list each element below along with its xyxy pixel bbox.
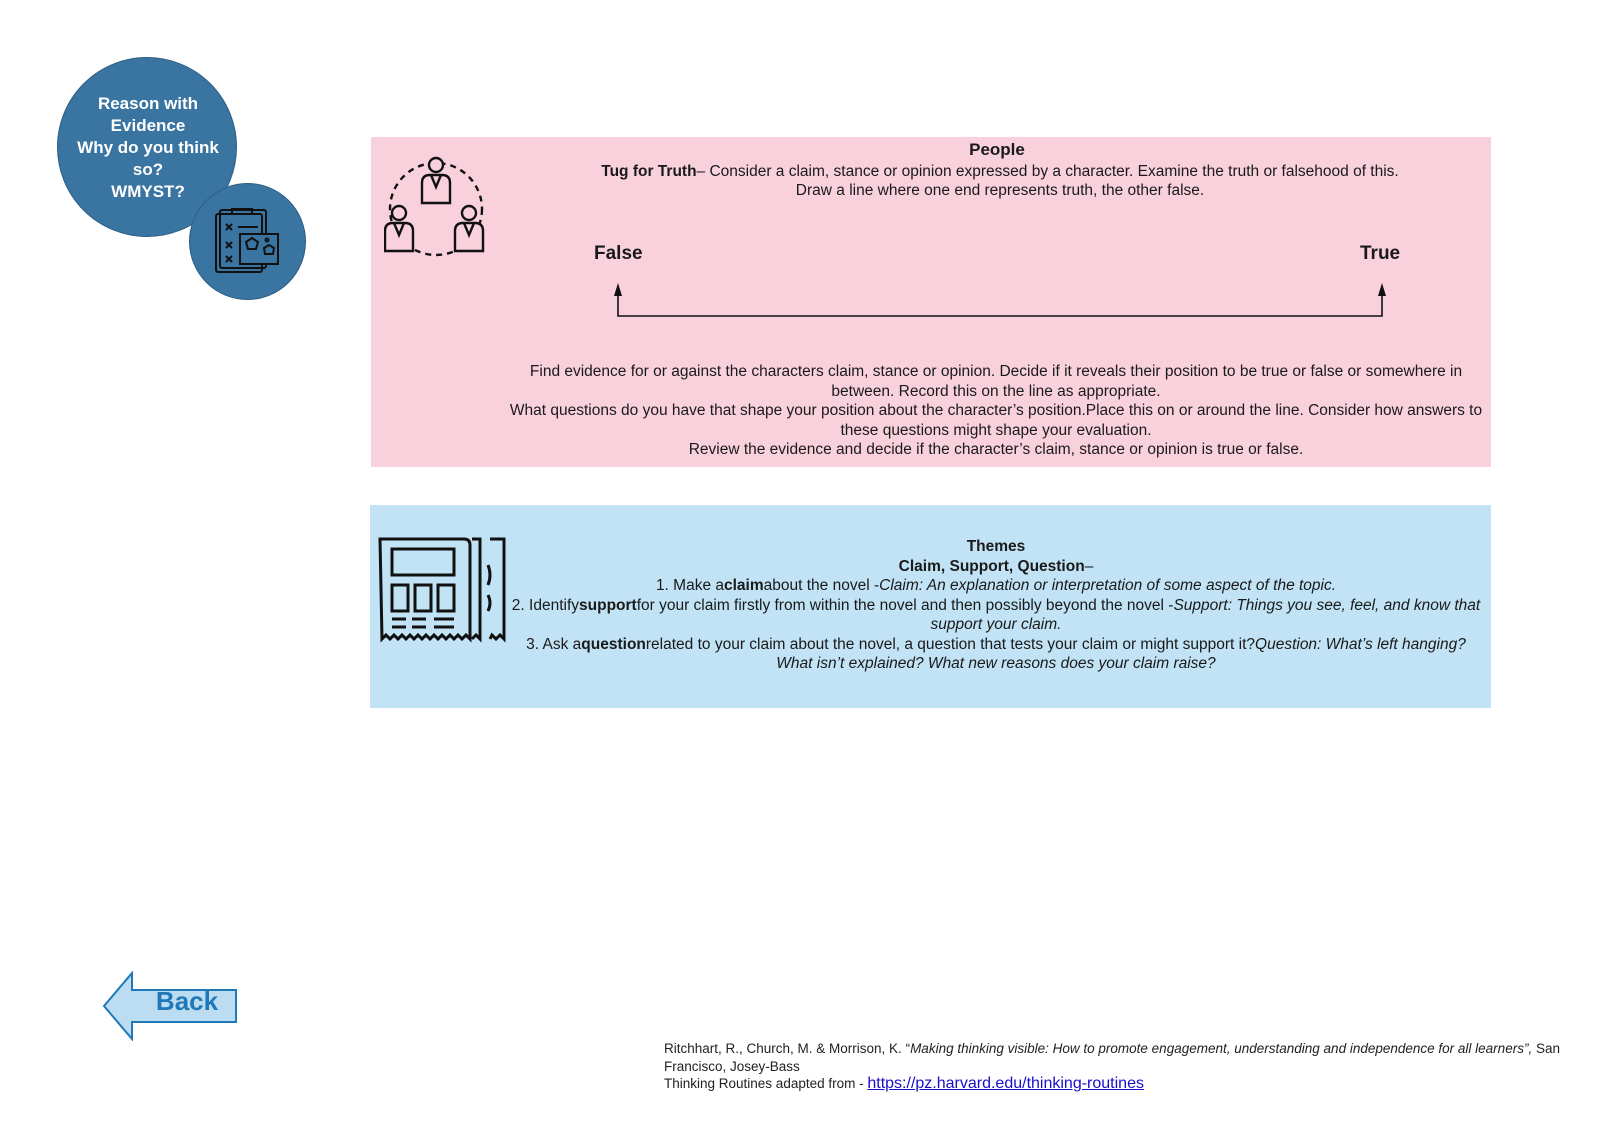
citation-title: Making thinking visible: How to promote engagement, understanding and independence for all learners”, [910, 1041, 1533, 1056]
step-text: 3. Ask a [526, 635, 582, 653]
step-definition: Support: Things you see, feel, and know that support your claim. [930, 596, 1481, 633]
routines-source-prefix: Thinking Routines adapted from - [664, 1076, 868, 1091]
citation [664, 1040, 1564, 1093]
true-label: True [1360, 243, 1401, 264]
badge-title [65, 93, 231, 203]
step-keyword: support [579, 596, 637, 614]
themes-routine-dash: – [1084, 557, 1094, 575]
book-reference [664, 1040, 1564, 1075]
themes-routine [506, 557, 1486, 577]
citation-publisher: San Francisco, Josey-Bass [664, 1041, 1560, 1074]
badge-title-line: Why do you think [77, 138, 219, 157]
harvard-thinking-routines-link[interactable]: https://pz.harvard.edu/thinking-routines [867, 1075, 1144, 1092]
routine-name: Tug for Truth [601, 163, 697, 180]
routines-source [664, 1075, 1564, 1093]
themes-routine-name: Claim, Support, Question [898, 557, 1085, 575]
badge-title-line: Evidence [110, 116, 186, 135]
themes-text [506, 537, 1486, 674]
back-button-label[interactable]: Back [155, 986, 219, 1016]
review-paragraph: Review the evidence and decide if the character’s claim, stance or opinion is true or false. [688, 441, 1304, 458]
tug-for-truth-intro [560, 162, 1440, 182]
themes-step-2 [506, 596, 1486, 635]
evidence-paragraph: Find evidence for or against the characters claim, stance or opinion. Decide if it reveals their position to be true or false or somewhere in between. Record this on the line as appropriate. [529, 363, 1463, 400]
citation-authors: Ritchhart, R., Church, M. & Morrison, K. “ [664, 1041, 911, 1056]
step-text: 2. Identify [511, 596, 580, 614]
themes-heading: Themes [966, 538, 1026, 555]
strategy-clipboard-icon [212, 208, 282, 278]
people-body [506, 362, 1486, 460]
step-definition: Question: What’s left hanging? What isn’t explained? What new reasons does your claim raise? [776, 635, 1466, 672]
questions-paragraph: What questions do you have that shape your position about the character’s position.Place this on or around the line. Consider how answers to these questions might shape your evaluation. [509, 402, 1483, 439]
people-network-icon [384, 153, 488, 265]
step-keyword: claim [724, 577, 764, 594]
step-definition: Claim: An explanation or interpretation of some aspect of the topic. [879, 577, 1337, 594]
badge-title-line: WMYST? [111, 182, 185, 201]
step-text: for your claim firstly from within the novel and then possibly beyond the novel - [636, 596, 1174, 614]
step-keyword: question [581, 635, 646, 653]
false-label: False [594, 243, 643, 264]
step-text: related to your claim about the novel, a question that tests your claim or might support it? [645, 635, 1256, 653]
truth-scale-line [612, 282, 1388, 320]
receipt-icon [378, 535, 508, 643]
routine-intro: – Consider a claim, stance or opinion expressed by a character. Examine the truth or falsehood of this. [696, 163, 1399, 180]
step-text: 1. Make a [655, 577, 724, 594]
themes-step-1 [506, 576, 1486, 596]
badge-title-line: so? [132, 160, 164, 179]
themes-step-3 [506, 635, 1486, 674]
people-heading: People [969, 140, 1025, 159]
step-text: about the novel - [763, 577, 880, 594]
badge-title-line: Reason with [97, 94, 199, 113]
tug-for-truth-instruction: Draw a line where one end represents truth, the other false. [795, 182, 1205, 199]
